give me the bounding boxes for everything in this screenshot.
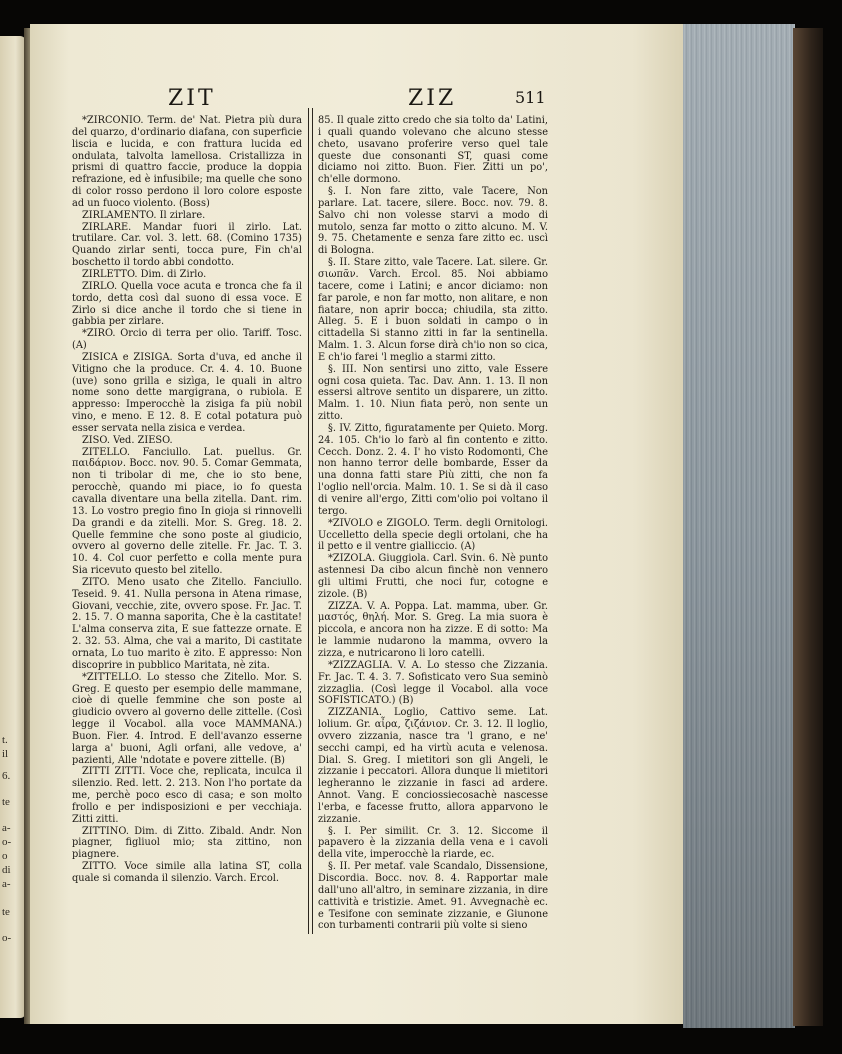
dictionary-entry: ZITELLO. Fanciullo. Lat. puellus. Gr. παιδάριον. Bocc. nov. 90. 5. Comar Gemmata, non ti tribolar di me, che io sto bene, perocchè, quando mi piace, io fo questa cavalla diventare una bella zitella. Dant. rim. 13. Lo vostro pregio fino In gioja si rinnovelli Da grandi e da zitelli. Mor. S. Greg. 18. 2. Quelle femmine che sono poste al giudicio, ovvero al governo delle zitelle. Fr. Jac. T. 3. 10. 4. Col cuor perfetto e colla mente pura Sia ricevuto questo bel zitello. — [72, 446, 302, 577]
dictionary-entry: §. I. Non fare zitto, vale Tacere, Non parlare. Lat. tacere, silere. Bocc. nov. 79. 8. Salvo chi non volesse starvi a modo di mutolo, senza far motto o zitto alcuno. M. V. 9. 75. Chetamente e senza fare zitto ec. uscì di Bologna. — [318, 186, 548, 257]
dictionary-entry: *ZIRCONIO. Term. de' Nat. Pietra più dura del quarzo, d'ordinario diafana, con superficie liscia e lucida, e con frattura lucida ed ondulata, talvolta lamellosa. Cristallizza in prismi di quattro faccie, produce la doppia refrazione, ed è infusibile; ma quelle che sono di color rosso perdono il loro colore esposte ad un fuoco violento. (Boss) — [72, 115, 302, 209]
margin-fragment: te — [2, 796, 10, 808]
page-number: 511 — [515, 88, 546, 107]
dictionary-entry: §. II. Stare zitto, vale Tacere. Lat. silere. Gr. σιωπᾶν. Varch. Ercol. 85. Noi abbiamo tacere, come i Latini; e ancor diciamo: non far parole, e non far motto, non alitare, e non fiatare, non aprir bocca; chiudila, sta zitto. Alleg. 5. E i buon soldati in campo o in cittadella Si stanno zitti in far la sentinella. Malm. 1. 3. Alcun forse dirà ch'io non so cica, E ch'io farei 'l meglio a starmi zitto. — [318, 257, 548, 363]
dictionary-entry: ZITTI ZITTI. Voce che, replicata, inculca il silenzio. Red. lett. 2. 213. Non l'ho portate da me, perchè poco esco di casa; e son molto frollo e per indisposizioni e per vecchiaja. Zitti zitti. — [72, 766, 302, 825]
margin-fragment: t. — [2, 734, 8, 746]
margin-fragment: te — [2, 906, 10, 918]
dictionary-entry: *ZITTELLO. Lo stesso che Zitello. Mor. S. Greg. E questo per esempio delle mammane, cioè di quelle femmine che son poste al giudicio ovvero al governo delle zittelle. (Così legge il Vocabol. alla voce MAMMANA.) Buon. Fier. 4. Introd. E dell'avanzo esserne larga a' buoni, Agli orfani, alle vedove, a' pazienti, Alle 'ndotate e povere zittelle. (B) — [72, 671, 302, 766]
margin-fragment: a- — [2, 822, 11, 834]
column-rule — [308, 108, 313, 934]
dictionary-entry: 85. Il quale zitto credo che sia tolto da' Latini, i quali quando volevano che alcuno stesse cheto, usavano proferire verso quel tale queste due consonanti ST, quasi come diciamo noi zitto. Buon. Fier. Zitti un po', ch'elle dormono. — [318, 115, 548, 186]
margin-fragment: il — [2, 748, 9, 760]
dictionary-entry: ZIZZANIA. Loglio, Cattivo seme. Lat. lolium. Gr. αἶρα, ζιζάνιον. Cr. 3. 12. Il loglio, ovvero zizzania, nasce tra 'l grano, e ne' secchi campi, ed ha virtù acuta e velenosa. Dial. S. Greg. I mietitori son gli Angeli, le zizzanie i peccatori. Allora dunque li mietitori legheranno le zizzanie in fasci ad ardere. Annot. Vang. E conciossiecosachè nascesse l'erba, e facesse frutto, allora apparvono le zizzanie. — [318, 707, 548, 825]
dictionary-entry: *ZIRO. Orcio di terra per olio. Tariff. Tosc. (A) — [72, 328, 302, 352]
left-page-edge — [0, 36, 26, 1018]
margin-fragment: o- — [2, 932, 12, 944]
dictionary-entry: *ZIZOLA. Giuggiola. Carl. Svin. 6. Nè punto astennesi Da cibo alcun finchè non vennero gli ultimi Frutti, che noci fur, cotogne e zizole. (B) — [318, 553, 548, 600]
dictionary-entry: ZIRLO. Quella voce acuta e tronca che fa il tordo, detta così dal suono di essa voce. E Zirlo si dice anche il tordo che si tiene in gabbia per zirlare. — [72, 280, 302, 328]
margin-fragment: di — [2, 864, 11, 876]
dictionary-entry: ZITTINO. Dim. di Zitto. Zibald. Andr. Non piagner, figliuol mio; sta zittino, non piagnere. — [72, 825, 302, 861]
margin-fragment: a- — [2, 878, 11, 890]
dictionary-entry: §. IV. Zitto, figuratamente per Quieto. Morg. 24. 105. Ch'io lo farò al fin contento e zitto. Cecch. Donz. 2. 4. I' ho visto Rodomonti, Che non hanno terror delle bombarde, Esser da una donna fatti stare Più zitti, che non fa l'oglio nell'orcia. Malm. 10. 1. Se si dà il caso di venire all'ergo, Zitti com'olio poi voltano il tergo. — [318, 422, 548, 517]
dictionary-entry: §. I. Per similit. Cr. 3. 12. Siccome il papavero è la zizzania della vena e i cavoli della vite, imperocchè la riarde, ec. — [318, 825, 548, 861]
dictionary-entry: §. III. Non sentirsi uno zitto, vale Essere ogni cosa quieta. Tac. Dav. Ann. 1. 13. Il non essersi altrove sentito un disparere, un zitto. Malm. 1. 10. Niun fiata però, non sente un zitto. — [318, 363, 548, 423]
margin-fragment: 6. — [2, 770, 11, 782]
dictionary-entry: ZIZZA. V. A. Poppa. Lat. mamma, uber. Gr. μαστός, θηλή. Mor. S. Greg. La mia suora è piccola, e ancora non ha zizze. E di sotto: Ma le lammie nudarono la mamma, ovvero la zizza, e nutricarono li loro catelli. — [318, 600, 548, 659]
running-head-left: ZIT — [168, 86, 216, 111]
dictionary-entry: ZIRLARE. Mandar fuori il zirlo. Lat. trutilare. Car. vol. 3. lett. 68. (Comino 1735) Quando zirlar senti, tocca pure, Fin ch'al boschetto il tordo abbi condotto. — [72, 221, 302, 269]
running-head-center: ZIZ — [408, 86, 457, 111]
book-cover-edge — [793, 28, 823, 1026]
margin-fragment: o- — [2, 836, 12, 848]
page-edges — [683, 24, 795, 1028]
dictionary-entry: ZITTO. Voce simile alla latina ST, colla quale si comanda il silenzio. Varch. Ercol. — [72, 861, 302, 884]
dictionary-entry: ZISO. Ved. ZIESO. — [82, 434, 173, 446]
margin-fragment: o — [2, 850, 8, 862]
dictionary-entry: *ZIVOLO e ZIGOLO. Term. degli Ornitologi. Uccelletto della specie degli ortolani, che ha il petto e il ventre gialliccio. (A) — [318, 517, 548, 553]
dictionary-entry: ZIRLAMENTO. Il zirlare. — [82, 209, 206, 221]
dictionary-entry: ZITO. Meno usato che Zitello. Fanciullo. Teseid. 9. 41. Nulla persona in Atena rimase, Giovani, vecchie, zite, ovvero spose. Fr. Jac. T. 2. 15. 7. O manna saporita, Che è la castitate! L'alma conserva zita, E sue fattezze ornate. E 2. 32. 53. Alma, che vai a marito, Di castitate ornata, Lo tuo marito è zito. E appresso: Non discoprire in pubblico Maritata, nè zita. — [72, 576, 302, 671]
column-left — [72, 115, 302, 885]
dictionary-entry: *ZIZZAGLIA. V. A. Lo stesso che Zizzania. Fr. Jac. T. 4. 3. 7. Sofisticato vero Sua seminò zizzaglia. (Così legge il Vocabol. alla voce SOFISTICATO.) (B) — [318, 659, 548, 707]
dictionary-entry: ZISICA e ZISIGA. Sorta d'uva, ed anche il Vitigno che la produce. Cr. 4. 4. 10. Buone (uve) sono grilla e sizìga, le quali in altro nome sono dette margigrana, o rubiola. E appresso: Imperocchè la zisiga fa più nobil vino, e meno. E 12. 8. E cotal potatura può esser servata nella zisica e verdea. — [72, 351, 302, 434]
dictionary-entry: ZIRLETTO. Dim. di Zirlo. — [82, 268, 207, 280]
dictionary-entry: §. II. Per metaf. vale Scandalo, Dissensione, Discordia. Bocc. nov. 8. 4. Rapportar male dall'uno all'altro, in seminare zizzania, in dire cattività e tristizie. Amet. 91. Avvegnachè ec. e Tesifone con seminate zizzanie, e Giunone con turbamenti contrarii più volte si sieno — [318, 861, 548, 932]
column-right — [318, 115, 548, 932]
